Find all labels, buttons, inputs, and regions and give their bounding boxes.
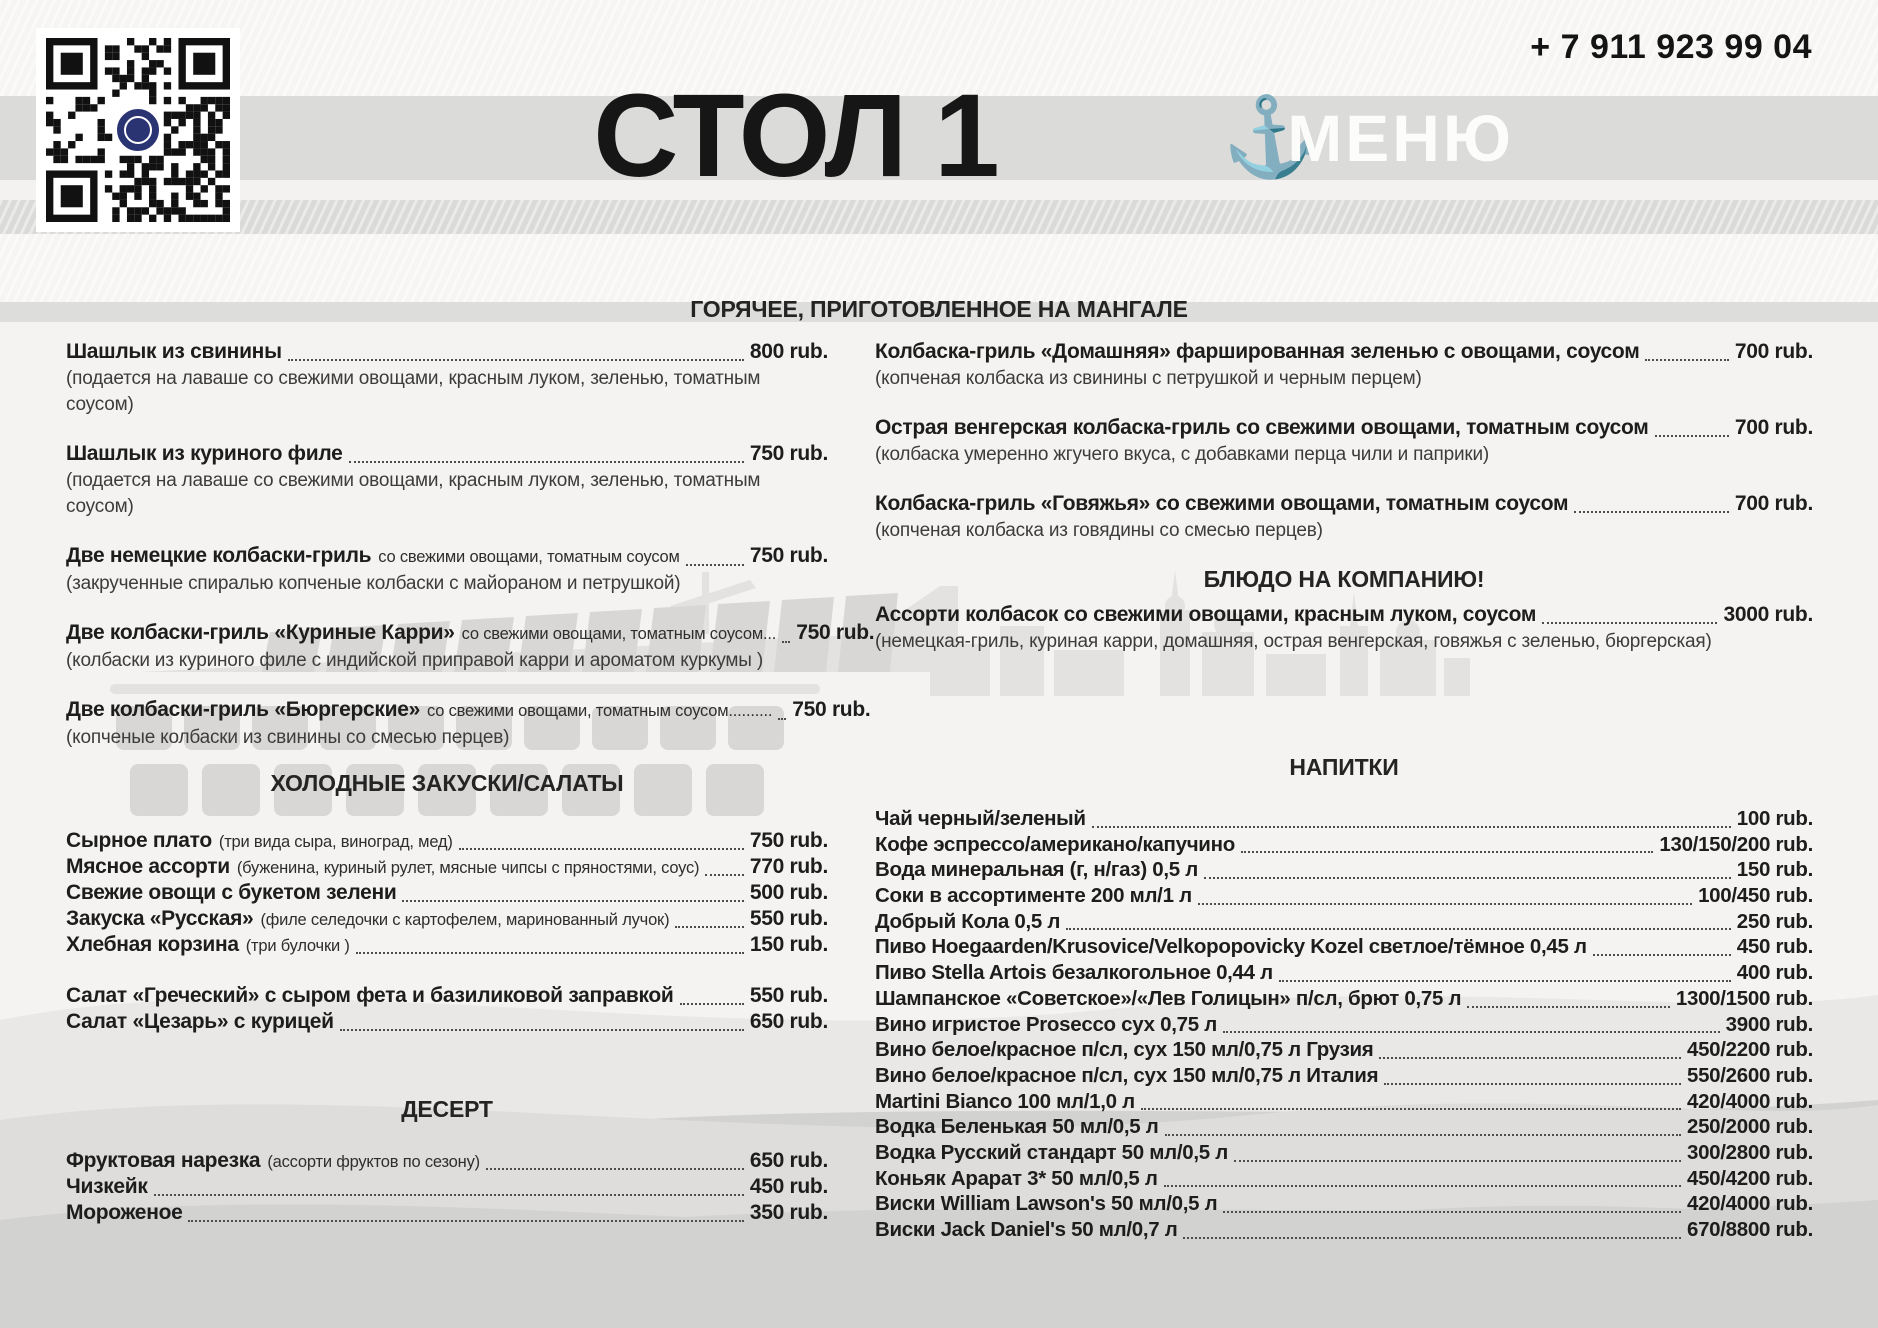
item-price: 150 rub. (1736, 858, 1813, 882)
section-title-company: БЛЮДО НА КОМПАНИЮ! (1203, 566, 1485, 592)
item-name: Добрый Кола 0,5 л (875, 909, 1061, 933)
dot-leader (1384, 1083, 1681, 1085)
dot-leader (1542, 622, 1717, 624)
item-price: 400 rub. (1736, 961, 1813, 985)
dot-leader (356, 952, 744, 954)
item-name: Закуска «Русская» (66, 907, 254, 930)
dot-leader (1645, 359, 1728, 361)
item-description: (закрученные спиралью копченые колбаски с майораном и петрушкой) (66, 573, 681, 594)
item-description: (подается на лаваше со свежими овощами, красным луком, зеленью, томатным соусом) (66, 368, 761, 415)
item-note: со свежими овощами, томатным соусом... (461, 625, 777, 643)
item-price: 350 rub. (749, 1201, 828, 1224)
bg-stripe (0, 200, 1878, 234)
item-description: (подается на лаваше со свежими овощами, красным луком, зеленью, томатным соусом) (66, 470, 761, 517)
menu-item (66, 933, 828, 959)
section-title-hot: ГОРЯЧЕЕ, ПРИГОТОВЛЕННОЕ НА МАНГАЛЕ (690, 296, 1188, 322)
item-description: (копченая колбаска из свинины с петрушкой и черным перцем) (875, 368, 1422, 389)
company-logo (114, 106, 162, 154)
menu-item (66, 338, 828, 418)
dot-leader (1241, 851, 1653, 853)
item-price: 700 rub. (1734, 416, 1813, 439)
menu-item (66, 855, 828, 881)
item-price: 770 rub. (749, 855, 828, 878)
menu-item (875, 1064, 1813, 1090)
menu-item (66, 1201, 828, 1227)
dot-leader (1223, 1031, 1720, 1033)
item-price: 300/2800 rub. (1686, 1140, 1813, 1164)
dot-leader (1092, 826, 1731, 828)
item-name: Чай черный/зеленый (875, 807, 1086, 830)
item-name: Коньяк Арарат 3* 50 мл/0,5 л (875, 1166, 1158, 1190)
dot-leader (686, 564, 744, 566)
hot-left-column (66, 338, 875, 773)
menu-item (875, 987, 1813, 1013)
item-name: Мясное ассорти (66, 855, 230, 878)
item-name: Две немецкие колбаски-гриль (66, 544, 372, 567)
item-price: 750 rub. (792, 698, 871, 721)
page-title: СТОЛ 1 (593, 70, 997, 202)
item-price: 700 rub. (1734, 492, 1813, 515)
dessert-items (66, 1149, 828, 1227)
hot-right-items (875, 338, 1813, 544)
item-price: 420/4000 rub. (1686, 1192, 1813, 1216)
dot-leader (188, 1220, 743, 1222)
cold-items (66, 829, 828, 959)
item-name: Ассорти колбасок со свежими овощами, красным луком, соусом (875, 603, 1537, 626)
dot-leader (1574, 511, 1729, 513)
item-name: Водка Беленькая 50 мл/0,5 л (875, 1115, 1159, 1139)
item-name: Две колбаски-гриль «Бюргерские» (66, 698, 420, 721)
bg-stripe (0, 234, 1878, 302)
menu-item (66, 907, 828, 933)
item-name: Шашлык из куриного филе (66, 442, 343, 465)
dot-leader (486, 1168, 744, 1170)
item-price: 550/2600 rub. (1686, 1063, 1813, 1087)
menu-item (66, 881, 828, 907)
menu-item (66, 984, 828, 1010)
item-name: Мороженое (66, 1201, 183, 1224)
item-price: 3000 rub. (1723, 603, 1813, 626)
menu-item (875, 1141, 1813, 1167)
item-name: Шампанское «Советское»/«Лев Голицын» п/сл, брют 0,75 л (875, 986, 1462, 1010)
cold-section (66, 770, 828, 1036)
item-price: 450/2200 rub. (1686, 1038, 1813, 1062)
item-name: Вода минеральная (г, н/газ) 0,5 л (875, 858, 1198, 882)
item-price: 450 rub. (749, 1175, 828, 1198)
item-name: Виски William Lawson's 50 мл/0,5 л (875, 1192, 1218, 1216)
menu-item (66, 440, 828, 520)
item-name: Колбаска-гриль «Домашняя» фаршированная зеленью с овощами, соусом (875, 340, 1640, 363)
qr-code (36, 28, 240, 232)
menu-item (875, 858, 1813, 884)
menu-item (875, 490, 1813, 544)
menu-item (875, 910, 1813, 936)
menu-item (66, 1010, 828, 1036)
menu-item (875, 601, 1813, 655)
menu-item (875, 1038, 1813, 1064)
dot-leader (1141, 1108, 1681, 1110)
dot-leader (680, 1003, 744, 1005)
menu-item (875, 1090, 1813, 1116)
item-name: Колбаска-гриль «Говяжья» со свежими овощами, томатным соусом (875, 492, 1569, 515)
item-description: (копченая колбаска из говядины со смесью перцев) (875, 520, 1323, 541)
item-price: 100 rub. (1736, 807, 1813, 830)
menu-item (66, 829, 828, 855)
item-name: Свежие овощи с букетом зелени (66, 881, 397, 904)
item-price: 650 rub. (749, 1010, 828, 1033)
hot-right-column (875, 338, 1813, 677)
item-name: Пиво Hoegaarden/Krusovice/Velkopopovicky Kozel светлое/тёмное 0,45 л (875, 935, 1587, 959)
item-description: (немецкая-гриль, куриная карри, домашняя, острая венгерская, говяжья с зеленью, бюргерская) (875, 631, 1712, 652)
menu-item (875, 807, 1813, 833)
item-note: со свежими овощами, томатным соусом.......... (426, 702, 773, 720)
dot-leader (1467, 1006, 1670, 1008)
menu-item (875, 338, 1813, 392)
item-note: (филе селедочки с картофелем, маринованный лучок) (260, 911, 670, 929)
menu-item (875, 1013, 1813, 1039)
item-price: 750 rub. (749, 442, 828, 465)
drinks-section (875, 754, 1813, 1244)
item-note: (ассорти фруктов по сезону) (267, 1153, 480, 1171)
dot-leader (349, 461, 744, 463)
item-name: Водка Русский стандарт 50 мл/0,5 л (875, 1140, 1228, 1164)
item-price: 450 rub. (1736, 935, 1813, 959)
menu-item (875, 961, 1813, 987)
company-dish-block (875, 566, 1813, 655)
item-price: 3900 rub. (1725, 1012, 1813, 1036)
item-price: 650 rub. (749, 1149, 828, 1172)
menu-item (875, 833, 1813, 859)
item-name: Салат «Цезарь» с курицей (66, 1010, 334, 1033)
item-description: (копченые колбаски из свинины со смесью перцев) (66, 727, 510, 748)
dot-leader (1066, 928, 1731, 930)
item-price: 130/150/200 rub. (1659, 832, 1813, 856)
item-name: Салат «Греческий» с сыром фета и базиликовой заправкой (66, 984, 674, 1007)
salad-items (66, 984, 828, 1036)
item-name: Вино игристое Prosecco сух 0,75 л (875, 1012, 1217, 1036)
item-note: (три булочки ) (245, 937, 350, 955)
dot-leader (675, 926, 743, 928)
anchor-icon: ⚓ (1216, 88, 1323, 186)
item-description: (колбаска умеренно жгучего вкуса, с добавками перца чили и паприки) (875, 444, 1490, 465)
item-name: Виски Jack Daniel's 50 мл/0,7 л (875, 1218, 1178, 1241)
dot-leader (1655, 435, 1729, 437)
item-price: 750 rub. (796, 621, 875, 644)
item-price: 550 rub. (749, 984, 828, 1007)
dot-leader (459, 848, 744, 850)
item-name: Хлебная корзина (66, 933, 239, 956)
dot-leader (778, 718, 786, 720)
drinks-items (875, 807, 1813, 1244)
menu-item (875, 884, 1813, 910)
section-title-drinks: НАПИТКИ (1289, 754, 1399, 780)
item-name: Фруктовая нарезка (66, 1149, 261, 1172)
item-price: 250 rub. (1736, 909, 1813, 933)
dot-leader (1223, 1211, 1681, 1213)
dot-leader (1183, 1237, 1681, 1239)
menu-item (66, 696, 871, 751)
menu-item (66, 619, 875, 674)
item-name: Две колбаски-гриль «Куриные Карри» (66, 621, 455, 644)
item-name: Вино белое/красное п/сл, сух 150 мл/0,75 л Италия (875, 1063, 1379, 1087)
item-price: 670/8800 rub. (1686, 1218, 1813, 1241)
item-price: 750 rub. (749, 544, 828, 567)
item-price: 150 rub. (749, 933, 828, 956)
item-price: 420/4000 rub. (1686, 1089, 1813, 1113)
section-title-dessert: ДЕСЕРТ (401, 1096, 493, 1122)
item-price: 700 rub. (1734, 340, 1813, 363)
dot-leader (705, 874, 744, 876)
dessert-section (66, 1096, 828, 1227)
menu-item (875, 414, 1813, 468)
item-price: 750 rub. (749, 829, 828, 852)
dot-leader (1164, 1185, 1681, 1187)
menu-item (66, 542, 828, 597)
item-name: Острая венгерская колбаска-гриль со свежими овощами, томатным соусом (875, 416, 1649, 439)
dot-leader (782, 641, 790, 643)
item-price: 250/2000 rub. (1686, 1115, 1813, 1139)
dot-leader (288, 359, 744, 361)
menu-item (66, 1149, 828, 1175)
dot-leader (1198, 903, 1692, 905)
section-title-cold: ХОЛОДНЫЕ ЗАКУСКИ/САЛАТЫ (270, 770, 624, 796)
menu-wordmark: МЕНЮ (1287, 101, 1514, 175)
item-note: (три вида сыра, виноград, мед) (218, 833, 453, 851)
item-name: Вино белое/красное п/сл, сух 150 мл/0,75 л Грузия (875, 1038, 1374, 1062)
menu-item (875, 1218, 1813, 1244)
menu-item (875, 1192, 1813, 1218)
menu-item (875, 935, 1813, 961)
item-name: Martini Bianco 100 мл/1,0 л (875, 1089, 1135, 1113)
item-name: Пиво Stella Artois безалкогольное 0,44 л (875, 961, 1273, 985)
item-name: Чизкейк (66, 1175, 148, 1198)
phone-number: + 7 911 923 99 04 (1530, 28, 1812, 66)
dot-leader (340, 1029, 744, 1031)
dot-leader (1234, 1160, 1681, 1162)
item-price: 800 rub. (749, 340, 828, 363)
dot-leader (1204, 877, 1731, 879)
menu-item (875, 1167, 1813, 1193)
item-price: 550 rub. (749, 907, 828, 930)
menu-item (875, 1115, 1813, 1141)
item-description: (колбаски из куриного филе с индийской приправой карри и ароматом куркумы ) (66, 650, 763, 671)
item-name: Кофе эспрессо/американо/капучино (875, 832, 1235, 856)
item-name: Сырное плато (66, 829, 212, 852)
item-price: 1300/1500 rub. (1675, 986, 1813, 1010)
item-name: Шашлык из свинины (66, 340, 282, 363)
item-note: со свежими овощами, томатным соусом (378, 548, 680, 566)
item-name: Соки в ассортименте 200 мл/1 л (875, 884, 1192, 908)
dot-leader (154, 1194, 744, 1196)
dot-leader (402, 900, 743, 902)
dot-leader (1279, 980, 1731, 982)
item-price: 500 rub. (749, 881, 828, 904)
item-price: 100/450 rub. (1698, 884, 1813, 908)
item-price: 450/4200 rub. (1686, 1166, 1813, 1190)
item-note: (буженина, куриный рулет, мясные чипсы с пряностями, соус) (236, 859, 700, 877)
dot-leader (1593, 954, 1731, 956)
dot-leader (1165, 1134, 1681, 1136)
menu-item (66, 1175, 828, 1201)
dot-leader (1379, 1057, 1681, 1059)
company-items (875, 601, 1813, 655)
